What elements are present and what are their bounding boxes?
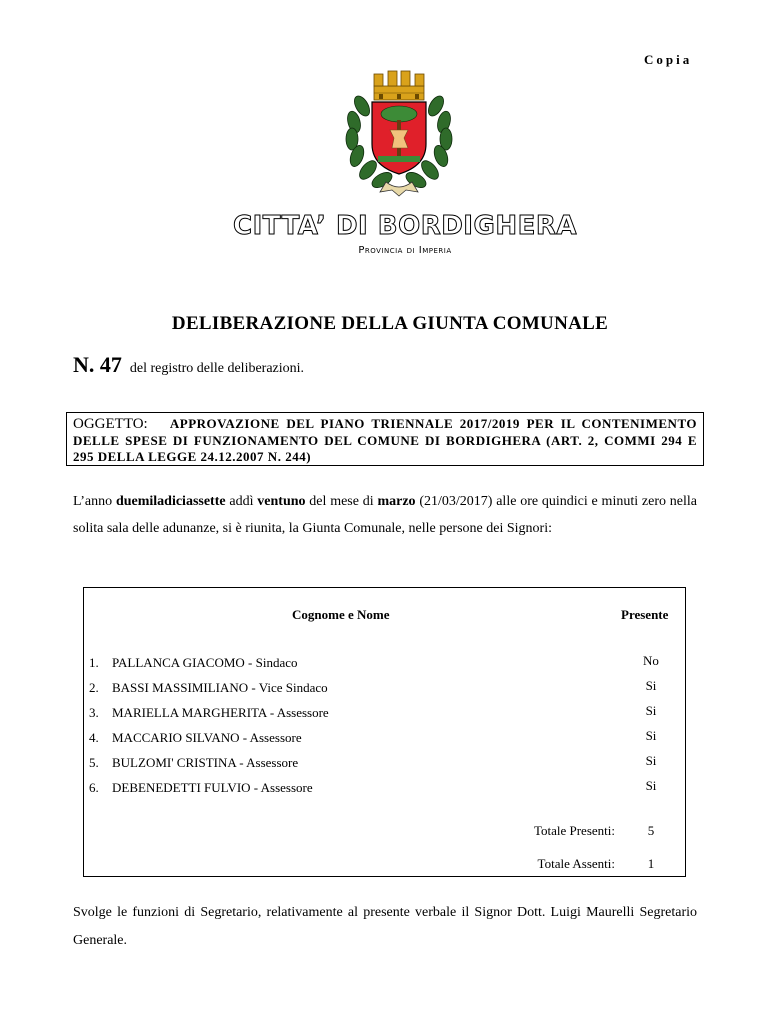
secretary-paragraph: Svolge le funzioni di Segretario, relativamente al presente verbale il Signor Dott. Luigi Maurelli Segretario Generale. (73, 905, 697, 948)
presence-value: Si (645, 753, 657, 768)
total-present-value: 5 (647, 823, 655, 838)
intro-paragraph (73, 488, 697, 542)
member-name: MARIELLA MARGHERITA - Assessore (112, 705, 329, 720)
intro-part: (21/03/2017) alle ore quindici e minuti zero nella solita sala delle adunanze, si è riunita, la Giunta Comunale, nelle persone dei Signori: (73, 494, 697, 536)
member-name: BULZOMI' CRISTINA - Assessore (112, 755, 299, 770)
row-number: 5. (89, 755, 99, 770)
subject-box (66, 412, 704, 466)
table-row (84, 655, 685, 680)
intro-part: L’anno (73, 494, 116, 509)
register-line (73, 352, 304, 378)
presence-value: Si (645, 678, 657, 693)
city-title: CITTA’ DI BORDIGHERA (233, 211, 577, 241)
document-heading: DELIBERAZIONE DELLA GIUNTA COMUNALE (171, 313, 609, 334)
column-header-name: Cognome e Nome (292, 607, 390, 622)
presence-value: Si (645, 778, 657, 793)
subject-label: OGGETTO: (73, 416, 148, 432)
column-header-present: Presente (621, 607, 669, 622)
member-name: PALLANCA GIACOMO - Sindaco (112, 655, 298, 670)
row-number: 4. (89, 730, 99, 745)
row-number: 6. (89, 780, 99, 795)
ribbon (380, 182, 418, 196)
member-name: BASSI MASSIMILIANO - Vice Sindaco (112, 680, 328, 695)
total-present-label: Totale Presenti: (533, 823, 615, 838)
table-row (84, 755, 685, 780)
table-row (84, 730, 685, 755)
table-row (84, 780, 685, 805)
presence-value: Si (645, 728, 657, 743)
row-number: 3. (89, 705, 99, 720)
presence-value: Si (645, 703, 657, 718)
table-row (84, 705, 685, 730)
member-name: DEBENEDETTI FULVIO - Assessore (112, 780, 313, 795)
attendance-table (83, 587, 686, 877)
mural-crown (374, 71, 424, 100)
table-row (84, 680, 685, 705)
register-number: N. 47 (73, 352, 122, 377)
intro-year: duemiladiciassette (115, 494, 226, 509)
intro-part: addì (225, 494, 258, 509)
member-name: MACCARIO SILVANO - Assessore (112, 730, 302, 745)
row-number: 1. (89, 655, 99, 670)
register-text: del registro delle deliberazioni. (129, 361, 305, 376)
presence-value: No (643, 653, 659, 668)
subject-text: APPROVAZIONE DEL PIANO TRIENNALE 2017/2019 PER IL CONTENIMENTO DELLE SPESE DI FUNZIONAMENTO DEL COMUNE DI BORDIGHERA (ART. 2, COMMI 294 E 295 DELLA LEGGE 24.12.2007 N. 244) (73, 416, 697, 464)
copy-label: Copia (644, 52, 693, 67)
row-number: 2. (89, 680, 99, 695)
city-coat-of-arms (334, 66, 464, 200)
province-subtitle: Provincia di Imperia (358, 245, 452, 256)
total-absent-label: Totale Assenti: (537, 856, 615, 871)
intro-day: ventuno (257, 494, 306, 509)
total-absent-value: 1 (647, 856, 655, 871)
intro-part: del mese di (305, 494, 378, 509)
intro-month: marzo (377, 494, 416, 509)
